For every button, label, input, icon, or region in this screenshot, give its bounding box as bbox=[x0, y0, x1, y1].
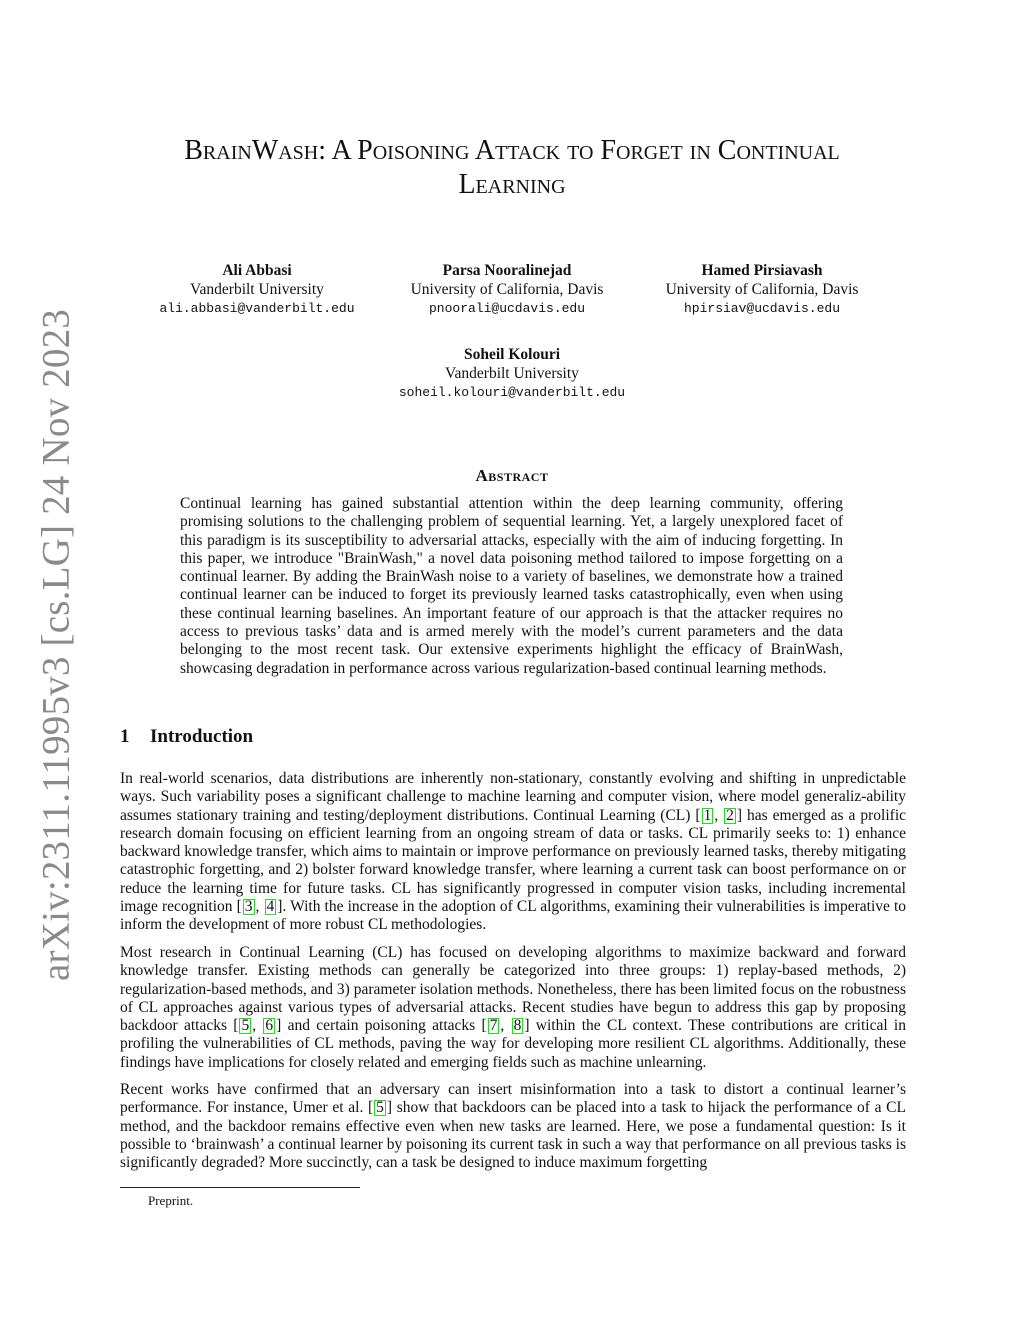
author-block-1 bbox=[132, 261, 382, 318]
author-name: Ali Abbasi bbox=[222, 262, 292, 279]
author-affiliation: Vanderbilt University bbox=[445, 365, 579, 382]
footnote: Preprint. bbox=[148, 1193, 194, 1208]
citation-link[interactable]: 7 bbox=[489, 1017, 498, 1035]
section-heading bbox=[120, 726, 253, 748]
citation-link[interactable]: 1 bbox=[703, 806, 712, 824]
intro-paragraph-1: In real-world scenarios, data distributions are inherently non-stationary, constantly evolving and shifting in unpredictable ways. Such variability poses a significant challenge to machine learning and computer vision, where model generaliz-ability assumes stationary training and testing/deployment distributions. Continual Learning (CL) [ 1 , 2 ] has emerged as a prolific research domain focusing on efficient learning from an ongoing stream of data or tasks. CL primarily seeks to: 1) enhance backward knowledge transfer, which aims to maintain or improve performance on previously learned tasks, thereby mitigating catastrophic forgetting, and 2) bolster forward knowledge transfer, where learning a current task can boost performance on or reduce the learning time for future tasks. CL has significantly progressed in computer vision tasks, including incremental image recognition [ 3 , 4 ]. With the increase in the adoption of CL algorithms, examining their vulnerabilities is imperative to inform the development of more robust CL methodologies. bbox=[120, 770, 907, 934]
author-affiliation: University of California, Davis bbox=[410, 281, 604, 298]
author-affiliation: Vanderbilt University bbox=[190, 281, 324, 298]
author-block-3 bbox=[637, 261, 887, 318]
citation-link[interactable]: 2 bbox=[726, 806, 734, 824]
arxiv-identifier-stamp: arXiv:2311.11995v3 [cs.LG] 24 Nov 2023 bbox=[34, 309, 78, 981]
abstract-heading: Abstract bbox=[475, 466, 549, 485]
intro-paragraph-2: Most research in Continual Learning (CL) has focused on developing algorithms to maximize backward and forward knowledge transfer. Existing methods can generally be categorized into three groups: 1) replay-based methods, 2) regularization-based methods, and 3) parameter isolation methods. Nonetheless, there has been limited focus on the robustness of CL approaches against various types of adversarial attacks. Recent studies have begun to address this gap by proposing backdoor attacks [ 5 , 6 ] and certain poisoning attacks [ 7 , 8 ] within the CL context. These contributions are critical in profiling the vulnerabilities of CL methods, paving the way for developing more resilient CL algorithms. Additionally, these findings have implications for closely related and emerging fields such as machine unlearning. bbox=[120, 944, 906, 1071]
intro-paragraph-3: Recent works have confirmed that an adversary can insert misinformation into a task to distort a continual learner’s performance. For instance, Umer et al. [ 5 ] show that backdoors can be placed into a task to hijack the performance of a CL method, and the backdoor remains effective even when new tasks are learned. Here, we pose a fundamental question: Is it possible to ‘brainwash’ a continual learner by poisoning its current task in such a way that performance on all previous tasks is significantly degraded? More succinctly, can a task be designed to induce maximum forgetting bbox=[120, 1081, 906, 1172]
title-line-1: BrainWash: A Poisoning Attack to Forget in Continual bbox=[184, 135, 840, 166]
author-email[interactable]: pnoorali@ucdavis.edu bbox=[428, 301, 586, 316]
citation-link[interactable]: 5 bbox=[376, 1099, 384, 1117]
citation-link[interactable]: 4 bbox=[266, 898, 275, 916]
citation-link[interactable]: 3 bbox=[244, 898, 253, 916]
title-line-2: Learning bbox=[458, 169, 566, 200]
author-name: Soheil Kolouri bbox=[463, 346, 561, 363]
author-email[interactable]: hpirsiav@ucdavis.edu bbox=[683, 301, 841, 316]
author-affiliation: University of California, Davis bbox=[665, 281, 859, 298]
author-name: Parsa Nooralinejad bbox=[442, 262, 572, 279]
abstract-text: Continual learning has gained substantial attention within the deep learning community, offering promising solutions to the challenging problem of sequential learning. Yet, a largely unexplored facet of this paradigm is its susceptibility to adversarial attacks, especially with the aim of inducing forgetting. In this paper, we introduce "BrainWash," a novel data poisoning method tailored to impose forgetting on a continual learner. By adding the BrainWash noise to a variety of baselines, we demonstrate how a trained continual learner can be induced to forget its previously learned tasks catastrophically, even when using these continual learning baselines. An important feature of our approach is that the attacker requires no access to previous tasks’ data and is armed merely with the model’s current parameters and the data belonging to the most recent task. Our extensive experiments highlight the efficacy of BrainWash, showcasing degradation in performance across various regularization-based continual learning methods. bbox=[180, 495, 843, 677]
citation-link[interactable]: 8 bbox=[513, 1017, 522, 1035]
section-number: 1 bbox=[120, 726, 130, 747]
citation-link[interactable]: 6 bbox=[265, 1017, 274, 1035]
citation-link[interactable]: 5 bbox=[241, 1017, 250, 1035]
author-block-2 bbox=[382, 261, 632, 318]
author-name: Hamed Pirsiavash bbox=[701, 262, 823, 279]
author-email[interactable]: ali.abbasi@vanderbilt.edu bbox=[159, 301, 355, 316]
footnote-rule bbox=[120, 1187, 360, 1188]
author-block-4 bbox=[362, 345, 662, 402]
paper-title bbox=[112, 134, 912, 202]
author-email[interactable]: soheil.kolouri@vanderbilt.edu bbox=[398, 385, 626, 400]
section-title: Introduction bbox=[150, 726, 254, 747]
